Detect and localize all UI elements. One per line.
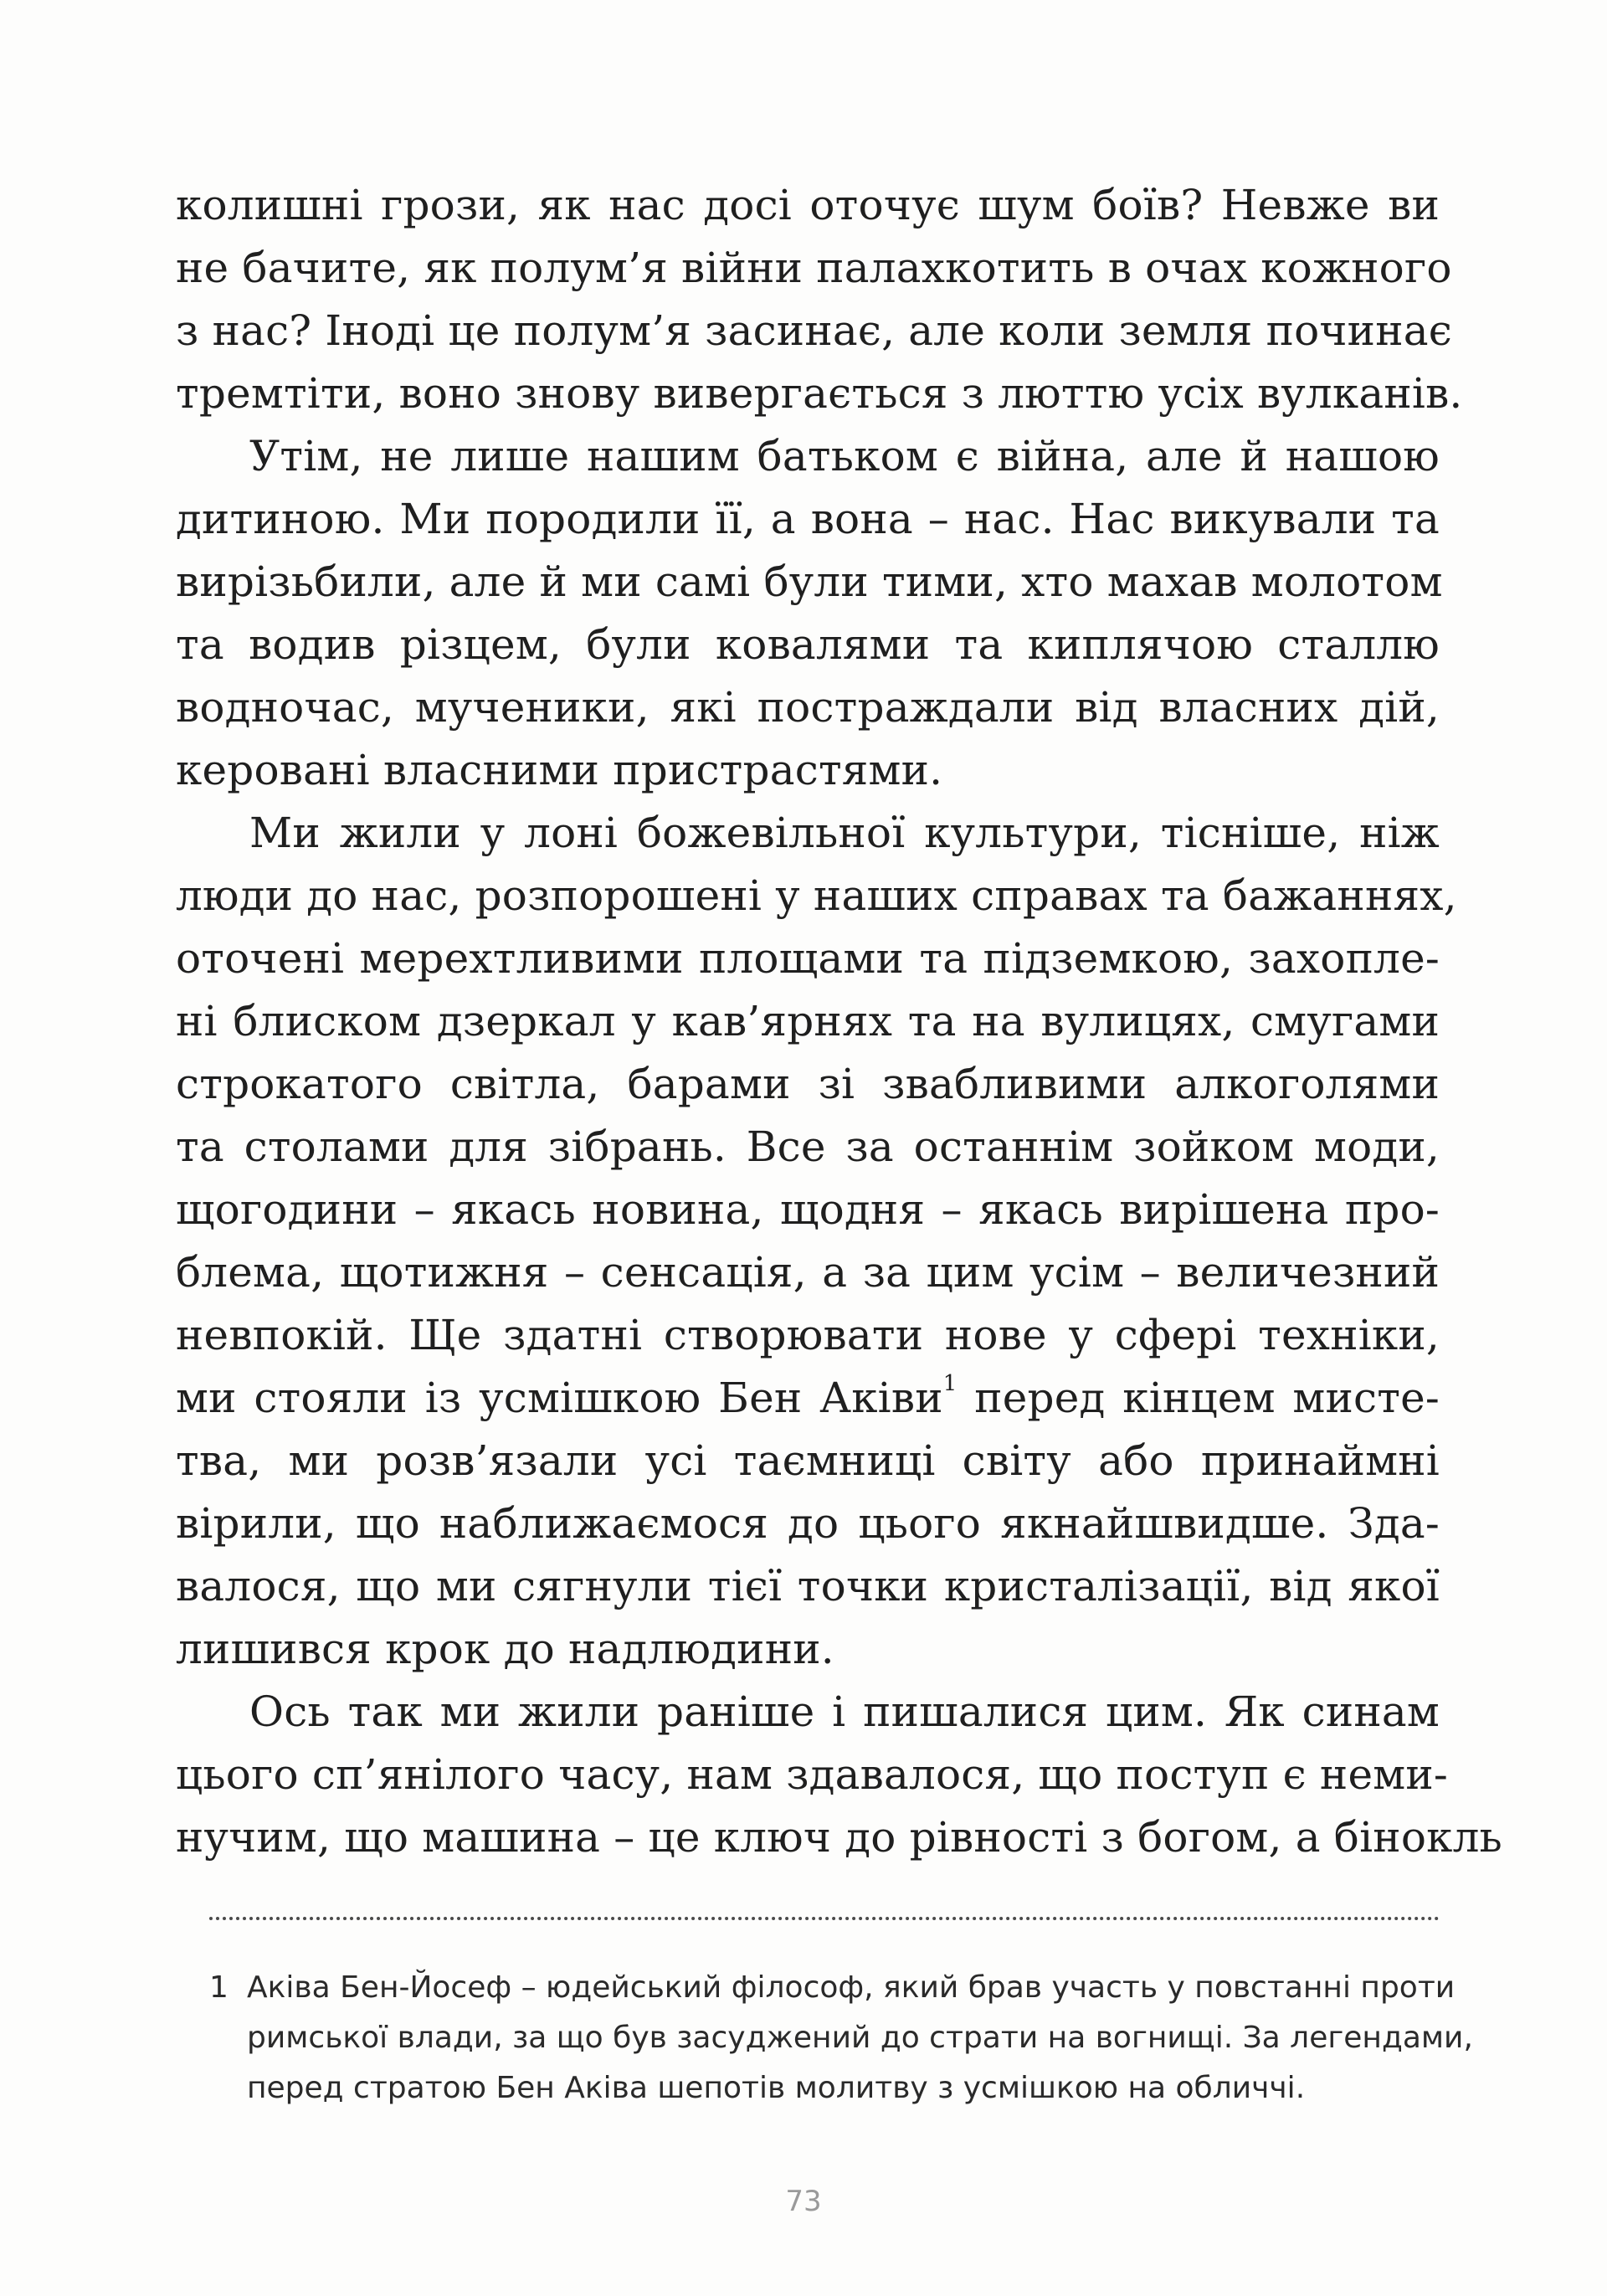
text-line: блема, щотижня – сенсація, а за цим усім – величезний [176,1248,1440,1297]
footnote-line: Аківа Бен-Йосеф – юдейський філософ, який брав участь у повстанні проти [247,1970,1456,2005]
footnote-separator [209,1917,1440,1920]
text-line: та водив різцем, були ковалями та киплячою сталлю [176,620,1440,669]
text-line: ні блиском дзеркал у кав’ярнях та на вулицях, смугами [176,997,1440,1045]
text-fragment: ми стояли із усмішкою Бен Аківи [176,1374,943,1422]
footnote-line: римської влади, за що був засуджений до страти на вогнищі. За легендами, [247,2021,1473,2055]
text-line: цього сп’янілого часу, нам здавалося, що поступ є неми- [176,1750,1448,1799]
text-line: Утім, не лише нашим батьком є війна, але й нашою [249,432,1440,480]
text-line: тва, ми розв’язали усі таємниці світу або принаймні [176,1436,1440,1485]
text-line: та столами для зібрань. Все за останнім зойком моди, [176,1122,1440,1171]
text-line: валося, що ми сягнули тієї точки кристалізації, від якої [176,1562,1440,1610]
text-line: оточені мерехтливими площами та підземкою, захопле- [176,934,1440,983]
text-line: нучим, що машина – це ключ до рівності з богом, а бінокль [176,1813,1502,1862]
text-line: невпокій. Ще здатні створювати нове у сфері техніки, [176,1311,1440,1359]
text-fragment: перед кінцем мисте- [957,1374,1440,1422]
text-line: колишні грози, як нас досі оточує шум боїв? Невже ви [176,181,1440,229]
text-line: лишився крок до надлюдини. [176,1625,834,1673]
text-line: водночас, мученики, які постраждали від власних дій, [176,683,1440,732]
text-line: з нас? Іноді це полум’я засинає, але коли земля починає [176,306,1452,355]
text-line: Ось так ми жили раніше і пишалися цим. Як синам [249,1687,1440,1736]
footnote-number: 1 [209,1970,228,2005]
text-line: дитиною. Ми породили її, а вона – нас. Нас викували та [176,495,1440,543]
text-line: тремтіти, воно знову вивергається з люттю усіх вулканів. [176,369,1463,418]
page-number: 73 [785,2185,822,2218]
footnote-reference[interactable]: 1 [942,1371,958,1397]
text-line: Ми жили у лоні божевільної культури, тісніше, ніж [249,809,1440,857]
text-line: вирізьбили, але й ми самі були тими, хто махав молотом [176,557,1443,606]
footnote-line: перед стратою Бен Аківа шепотів молитву з усмішкою на обличчі. [247,2071,1306,2105]
text-line: вірили, що наближаємося до цього якнайшвидше. Зда- [176,1499,1440,1548]
text-line: щогодини – якась новина, щодня – якась вирішена про- [176,1185,1440,1234]
text-line: строкатого світла, барами зі звабливими алкоголями [176,1060,1440,1108]
text-line: не бачите, як полум’я війни палахкотить в очах кожного [176,244,1452,292]
text-line: люди до нас, розпорошені у наших справах та бажаннях, [176,871,1457,920]
text-line: керовані власними пристрастями. [176,746,943,794]
